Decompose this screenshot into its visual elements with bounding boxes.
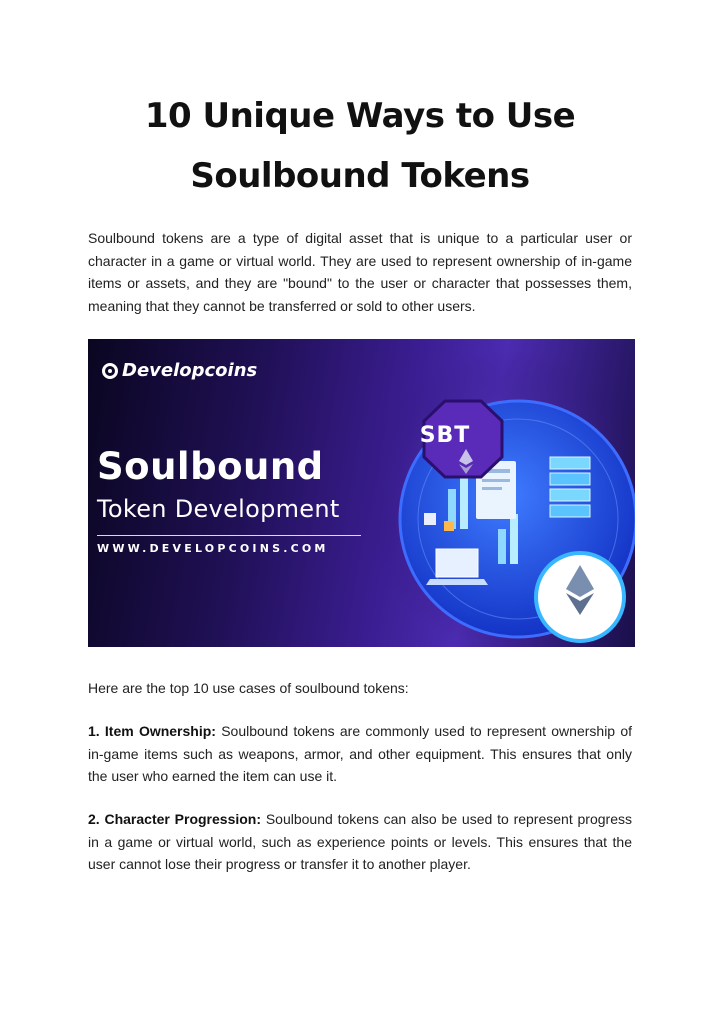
banner-title: Soulbound	[97, 445, 324, 488]
use-case-text: Soulbound tokens are commonly used to represent ownership of in-game items such as weapons, armor, and other equipment. This ensures that only the user who earned the item can use it.	[88, 723, 632, 784]
banner-illustration	[88, 339, 635, 647]
banner-url: WWW.DEVELOPCOINS.COM	[97, 542, 329, 555]
use-case-label: 1. Item Ownership:	[88, 723, 216, 739]
title-line-2: Soulbound Tokens	[190, 156, 530, 196]
brand-logo	[102, 360, 257, 381]
title-line-1: 10 Unique Ways to Use	[144, 96, 576, 136]
brand-logo-icon	[102, 363, 118, 379]
use-case-item-2	[88, 808, 632, 876]
use-case-item-1	[88, 720, 632, 788]
hero-banner-image	[88, 339, 635, 647]
use-cases-lead: Here are the top 10 use cases of soulbound tokens:	[88, 680, 409, 696]
banner-divider	[97, 535, 361, 536]
page-title	[60, 86, 660, 206]
use-case-text: Soulbound tokens can also be used to represent progress in a game or virtual world, such as experience points or levels. This ensures that the user cannot lose their progress or transfer it to another player.	[88, 811, 632, 872]
sbt-badge-label: SBT	[419, 423, 471, 448]
brand-name: Developcoins	[122, 360, 258, 381]
intro-paragraph: Soulbound tokens are a type of digital asset that is unique to a particular user or character in a game or virtual world. They are used to represent ownership of in-game items or assets, and they are "bound" to the user or character that possesses them, meaning that they cannot be transferred or sold to other users.	[88, 230, 632, 314]
banner-subtitle: Token Development	[97, 495, 340, 523]
use-case-label: 2. Character Progression:	[88, 811, 262, 827]
